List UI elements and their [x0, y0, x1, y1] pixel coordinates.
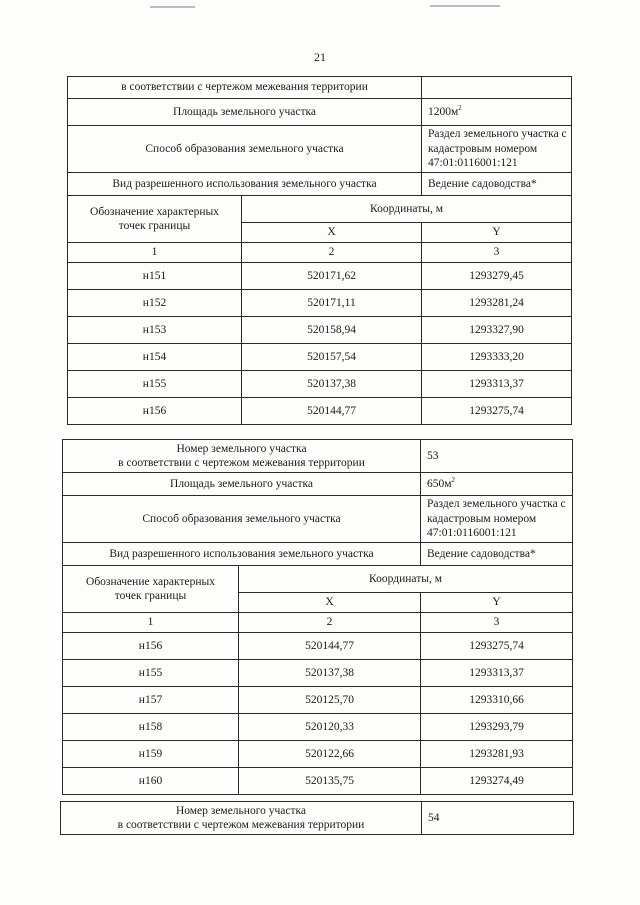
parcel-number-row — [61, 802, 574, 835]
point-name: н153 — [68, 317, 242, 344]
method-value — [421, 496, 573, 543]
y-coordinate: 1293293,79 — [421, 714, 573, 741]
column-number-row — [68, 243, 572, 263]
use-row — [68, 173, 572, 196]
x-header: X — [242, 223, 422, 243]
y-coordinate: 1293313,37 — [421, 660, 573, 687]
table-row — [63, 660, 573, 687]
table-row — [63, 768, 573, 795]
method-line: Раздел земельного участка с — [427, 498, 566, 511]
x-coordinate: 520125,70 — [239, 687, 421, 714]
table-row — [63, 633, 573, 660]
use-value: Ведение садоводства* — [421, 543, 573, 566]
y-coordinate: 1293327,90 — [422, 317, 572, 344]
x-coordinate: 520171,62 — [242, 263, 422, 290]
parcel-number-label-line: в соответствии с чертежом межевания территории — [121, 81, 368, 94]
column-number: 2 — [239, 613, 421, 633]
use-value: Ведение садоводства* — [422, 173, 572, 196]
parcel-table-3 — [60, 801, 574, 835]
coords-header-row — [63, 566, 573, 593]
scan-artifact — [150, 6, 195, 8]
table-row — [63, 687, 573, 714]
use-label: Вид разрешенного использования земельного участка — [68, 173, 422, 196]
method-line: кадастровым номером — [427, 512, 537, 525]
column-number: 1 — [63, 613, 239, 633]
points-header — [68, 196, 242, 243]
method-label: Способ образования земельного участка — [68, 126, 422, 173]
use-row — [63, 543, 573, 566]
parcel-table-1 — [67, 76, 572, 425]
points-header — [63, 566, 239, 613]
method-line: кадастровым номером — [428, 142, 538, 155]
column-number-row — [63, 613, 573, 633]
table-row — [68, 317, 572, 344]
x-coordinate: 520144,77 — [239, 633, 421, 660]
point-name: н157 — [63, 687, 239, 714]
method-row — [63, 496, 573, 543]
parcel-number-label-line: Номер земельного участка — [176, 442, 307, 455]
point-name: н159 — [63, 741, 239, 768]
y-coordinate: 1293275,74 — [422, 398, 572, 425]
parcel-number-value — [422, 77, 572, 99]
y-header: Y — [421, 593, 573, 613]
points-header-line: Обозначение характерных — [86, 575, 215, 588]
x-coordinate: 520137,38 — [239, 660, 421, 687]
x-coordinate: 520120,33 — [239, 714, 421, 741]
column-number: 2 — [242, 243, 422, 263]
y-coordinate: 1293313,37 — [422, 371, 572, 398]
point-name: н155 — [68, 371, 242, 398]
parcel-number-row — [68, 77, 572, 99]
method-line: Раздел земельного участка с — [428, 128, 567, 141]
area-row — [63, 473, 573, 496]
y-coordinate: 1293333,20 — [422, 344, 572, 371]
parcel-number-value: 54 — [422, 802, 574, 835]
point-name: н155 — [63, 660, 239, 687]
y-coordinate: 1293281,93 — [421, 741, 573, 768]
parcel-number-label-line: в соответствии с чертежом межевания территории — [118, 457, 365, 469]
table-row — [63, 741, 573, 768]
area-value — [421, 473, 573, 496]
area-label: Площадь земельного участка — [68, 99, 422, 126]
y-header: Y — [422, 223, 572, 243]
coords-header-row — [68, 196, 572, 223]
coords-header: Координаты, м — [239, 566, 573, 593]
point-name: н160 — [63, 768, 239, 795]
area-unit-exponent: 2 — [451, 475, 456, 484]
column-number: 1 — [68, 243, 242, 263]
point-name: н156 — [63, 633, 239, 660]
method-label: Способ образования земельного участка — [63, 496, 421, 543]
cadastral-number: 47:01:0116001:121 — [428, 157, 518, 170]
x-coordinate: 520135,75 — [239, 768, 421, 795]
method-value — [422, 126, 572, 173]
area-number: 650м — [427, 477, 452, 490]
column-number: 3 — [422, 243, 572, 263]
use-label: Вид разрешенного использования земельного участка — [63, 543, 421, 566]
x-coordinate: 520171,11 — [242, 290, 422, 317]
points-header-line: точек границы — [118, 220, 191, 232]
area-row — [68, 99, 572, 126]
parcel-number-label — [68, 77, 422, 99]
point-name: н152 — [68, 290, 242, 317]
coordinate-rows — [68, 263, 572, 425]
method-row — [68, 126, 572, 173]
column-number: 3 — [421, 613, 573, 633]
x-coordinate: 520144,77 — [242, 398, 422, 425]
table-row — [68, 290, 572, 317]
y-coordinate: 1293310,66 — [421, 687, 573, 714]
table-row — [68, 263, 572, 290]
coordinate-rows — [63, 633, 573, 795]
table-row — [63, 714, 573, 741]
x-coordinate: 520122,66 — [239, 741, 421, 768]
point-name: н154 — [68, 344, 242, 371]
x-coordinate: 520158,94 — [242, 317, 422, 344]
page-number: 21 — [314, 50, 326, 64]
area-value — [422, 99, 572, 126]
parcel-number-label — [63, 440, 421, 473]
points-header-line: Обозначение характерных — [90, 205, 219, 218]
x-coordinate: 520157,54 — [242, 344, 422, 371]
parcel-number-value: 53 — [421, 440, 573, 473]
parcel-table-2 — [62, 439, 573, 795]
x-coordinate: 520137,38 — [242, 371, 422, 398]
points-header-line: точек границы — [114, 590, 187, 602]
parcel-number-label — [61, 802, 422, 835]
area-label: Площадь земельного участка — [63, 473, 421, 496]
point-name: н151 — [68, 263, 242, 290]
y-coordinate: 1293274,49 — [421, 768, 573, 795]
parcel-number-label-line: в соответствии с чертежом межевания территории — [117, 819, 365, 831]
y-coordinate: 1293275,74 — [421, 633, 573, 660]
table-row — [68, 371, 572, 398]
point-name: н156 — [68, 398, 242, 425]
point-name: н158 — [63, 714, 239, 741]
area-number: 1200м — [428, 105, 459, 118]
table-row — [68, 344, 572, 371]
scan-artifact — [430, 5, 500, 7]
table-row — [68, 398, 572, 425]
y-coordinate: 1293281,24 — [422, 290, 572, 317]
y-coordinate: 1293279,45 — [422, 263, 572, 290]
coords-header: Координаты, м — [242, 196, 572, 223]
cadastral-number: 47:01:0116001:121 — [427, 527, 517, 540]
parcel-number-label-line: Номер земельного участка — [175, 804, 307, 817]
parcel-number-row — [63, 440, 573, 473]
x-header: X — [239, 593, 421, 613]
area-unit-exponent: 2 — [458, 103, 462, 112]
